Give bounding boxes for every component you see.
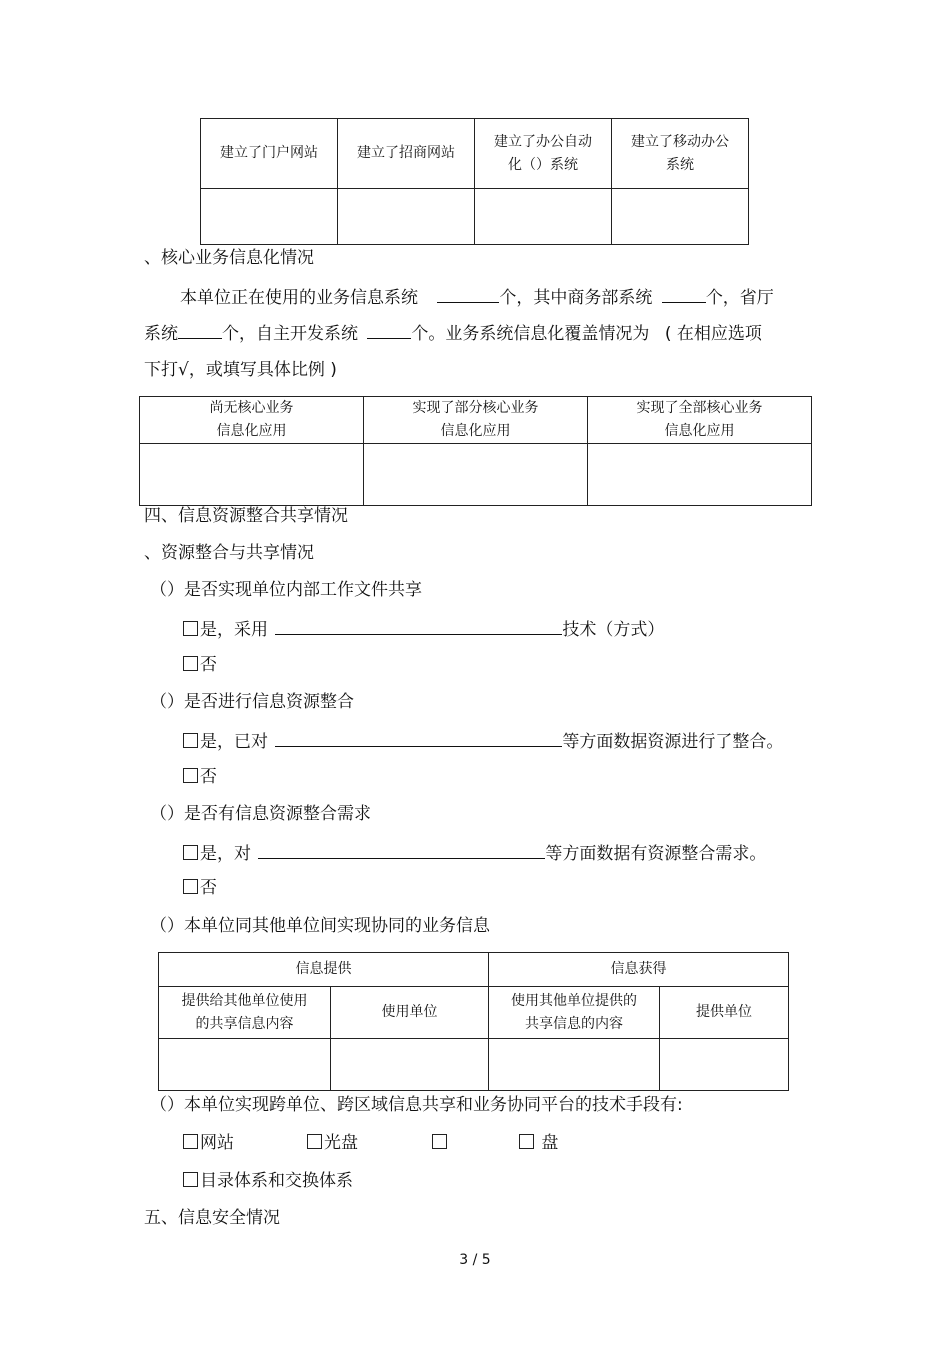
header-office-automation: 建立了办公自动 化（）系统	[475, 119, 612, 189]
q1-no-label: 否	[200, 655, 217, 675]
para-text-systems: 本单位正在使用的业务信息系统	[180, 288, 418, 308]
q1-yes-checkbox[interactable]	[183, 621, 198, 636]
q2-yes-row	[183, 730, 783, 752]
q2-yes-checkbox[interactable]	[183, 733, 198, 748]
q2-no-label: 否	[200, 767, 217, 787]
q3-yes-checkbox[interactable]	[183, 845, 198, 860]
cell-providing-unit[interactable]	[660, 1039, 789, 1091]
para-line-3: 下打√，或填写具体比例 )	[144, 360, 337, 380]
cell-shared-content-provided[interactable]	[159, 1039, 331, 1091]
total-systems-field[interactable]	[437, 286, 499, 303]
header-partial-core: 实现了部分核心业务 信息化应用	[364, 397, 588, 444]
disk-label: 盘	[536, 1133, 559, 1153]
header-no-core: 尚无核心业务 信息化应用	[140, 397, 364, 444]
q2-scope-field[interactable]	[275, 730, 562, 747]
q3-no-checkbox[interactable]	[183, 879, 198, 894]
option-3-checkbox[interactable]	[432, 1134, 447, 1149]
header-using-unit: 使用单位	[331, 987, 489, 1039]
cell-no-core[interactable]	[140, 444, 364, 506]
cell-shared-content-used[interactable]	[489, 1039, 660, 1091]
q1-title: （）是否实现单位内部工作文件共享	[150, 580, 422, 600]
province-systems-field[interactable]	[178, 322, 222, 339]
group-info-provided: 信息提供	[159, 953, 489, 987]
q5-title: （）本单位实现跨单位、跨区域信息共享和业务协同平台的技术手段有:	[150, 1095, 683, 1115]
q3-yes-suffix: 等方面数据有资源整合需求。	[545, 844, 767, 864]
core-business-coverage-table	[139, 396, 812, 506]
q2-no-row	[183, 767, 217, 787]
q3-scope-field[interactable]	[258, 842, 545, 859]
q1-yes-label: 是，采用	[200, 620, 268, 640]
q5-opt-disk	[519, 1133, 558, 1153]
q3-yes-label: 是，对	[200, 844, 251, 864]
cell-investment-site[interactable]	[338, 189, 475, 245]
cd-label: 光盘	[324, 1133, 358, 1153]
header-shared-content-provided: 提供给其他单位使用 的共享信息内容	[159, 987, 331, 1039]
q3-no-row	[183, 878, 217, 898]
cd-checkbox[interactable]	[307, 1134, 322, 1149]
section-4-title: 四、信息资源整合共享情况	[144, 506, 348, 526]
website-checkbox[interactable]	[183, 1134, 198, 1149]
para-text-system: 系统	[144, 324, 178, 344]
para-line-2	[144, 322, 762, 344]
q3-no-label: 否	[200, 878, 217, 898]
q1-technology-field[interactable]	[275, 618, 562, 635]
q3-title: （）是否有信息资源整合需求	[150, 804, 371, 824]
q1-yes-suffix: 技术（方式）	[562, 620, 665, 640]
header-providing-unit: 提供单位	[660, 987, 789, 1039]
website-status-table	[200, 118, 749, 245]
cell-all-core[interactable]	[588, 444, 812, 506]
cell-office-automation[interactable]	[475, 189, 612, 245]
header-portal-site: 建立了门户网站	[201, 119, 338, 189]
subsection-resource-sharing: 、资源整合与共享情况	[144, 543, 314, 563]
q2-yes-suffix: 等方面数据资源进行了整合。	[562, 732, 784, 752]
q5-opt-catalog	[183, 1171, 353, 1191]
website-label: 网站	[200, 1133, 234, 1153]
para-line-1	[180, 286, 774, 308]
q1-no-row	[183, 655, 217, 675]
section-core-business: 、核心业务信息化情况	[144, 248, 314, 268]
para-text-province: 个，省厅	[705, 288, 774, 308]
header-investment-site: 建立了招商网站	[338, 119, 475, 189]
q2-yes-label: 是，已对	[200, 732, 268, 752]
q5-opt-cd	[307, 1133, 358, 1153]
group-info-obtained: 信息获得	[489, 953, 789, 987]
para-text-option: ( 在相应选项	[664, 324, 762, 344]
cell-using-unit[interactable]	[331, 1039, 489, 1091]
q2-title: （）是否进行信息资源整合	[150, 692, 354, 712]
catalog-exchange-checkbox[interactable]	[183, 1172, 198, 1187]
cell-partial-core[interactable]	[364, 444, 588, 506]
q1-no-checkbox[interactable]	[183, 656, 198, 671]
self-dev-systems-field[interactable]	[367, 322, 411, 339]
cell-mobile-office[interactable]	[612, 189, 749, 245]
header-mobile-office: 建立了移动办公 系统	[612, 119, 749, 189]
page-number: 3 / 5	[459, 1252, 491, 1268]
q1-yes-row	[183, 618, 664, 640]
cell-portal-site[interactable]	[201, 189, 338, 245]
para-text-ministry: 个，其中商务部系统	[499, 288, 653, 308]
para-text-coverage: 个。业务系统信息化覆盖情况为	[411, 324, 650, 344]
disk-checkbox[interactable]	[519, 1134, 534, 1149]
q4-title: （）本单位同其他单位间实现协同的业务信息	[150, 916, 490, 936]
section-5-title: 五、信息安全情况	[144, 1208, 280, 1228]
catalog-exchange-label: 目录体系和交换体系	[200, 1171, 353, 1191]
header-all-core: 实现了全部核心业务 信息化应用	[588, 397, 812, 444]
ministry-systems-field[interactable]	[662, 286, 706, 303]
header-shared-content-used: 使用其他单位提供的 共享信息的内容	[489, 987, 660, 1039]
q2-no-checkbox[interactable]	[183, 768, 198, 783]
q5-opt-website	[183, 1133, 234, 1153]
collaboration-info-table	[158, 952, 789, 1091]
q5-opt-3	[432, 1133, 449, 1153]
q3-yes-row	[183, 842, 766, 864]
para-text-self-dev: 个，自主开发系统	[222, 324, 358, 344]
